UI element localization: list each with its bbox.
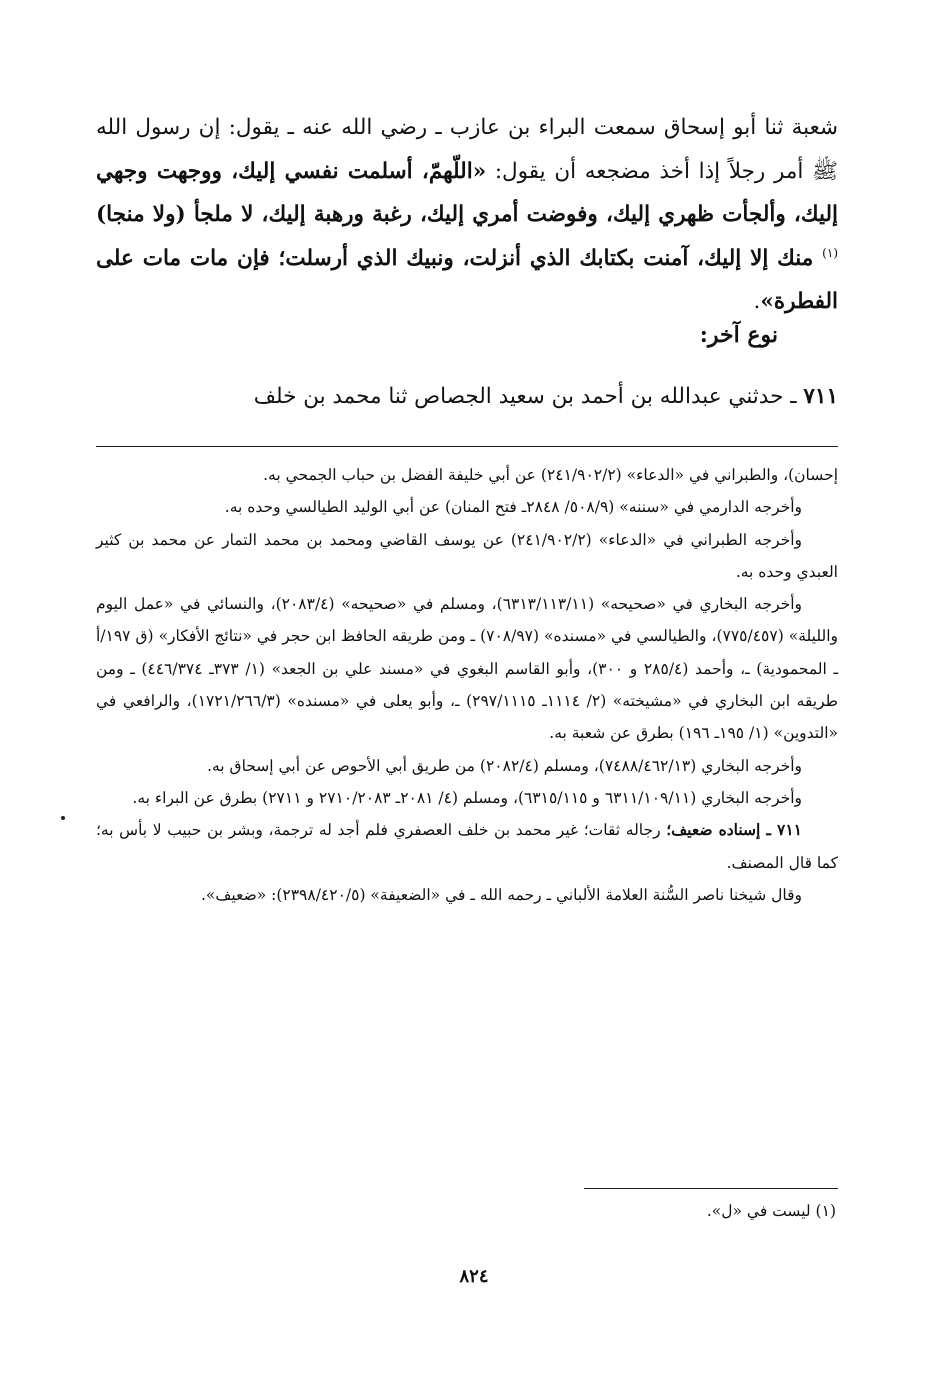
prayer-text-a: «اللّهمّ، أسلمت نفسي إليك، ووجهت وجهي إليك، وألجأت ظهري إليك، وفوضت أمري إليك، رغبة ورهبة إليك، لا ملجأ (ولا منجا)	[96, 158, 838, 227]
note-grade: ـ إسناده ضعيف؛	[666, 820, 778, 840]
note-paragraph: وأخرجه الطبراني في «الدعاء» (٢٤١/٩٠٢/٢) عن يوسف القاضي ومحمد بن محمد التمار عن محمد بن كثير العبدي وحده به.	[96, 530, 838, 581]
hadith-line	[96, 377, 838, 417]
footnote: (١) ليست في «ل».	[706, 1202, 836, 1220]
main-text-end: .	[753, 289, 761, 314]
main-text-intro: شعبة ثنا أبو إسحاق سمعت البراء بن عازب ـ رضي الله عنه ـ يقول: إن رسول الله ﷺ أمر رجلاً إذا أخذ مضجعه أن يقول:	[96, 115, 838, 184]
note-paragraph: إحسان)، والطبراني في «الدعاء» (٢٤١/٩٠٢/٢) عن أبي خليفة الفضل بن حباب الجمحي به.	[263, 466, 838, 484]
note-paragraph: وأخرجه الدارمي في «سننه» (٥٠٨/٩/ ٢٨٤٨ـ فتح المنان) عن أبي الوليد الطيالسي وحده به.	[224, 498, 802, 517]
note-grade-detail: رجاله ثقات؛ غير محمد بن خلف العصفري فلم أجد له ترجمة، وبشر بن حبيب لا بأس به؛ كما قال المصنف.	[96, 821, 838, 872]
footnote-divider	[584, 1188, 838, 1189]
notes-section	[96, 459, 838, 911]
note-paragraph: وأخرجه البخاري (٧٤٨٨/٤٦٢/١٣)، ومسلم (٢٠٨٢/٤) من طريق أبي الأحوص عن أبي إسحاق به.	[207, 756, 802, 775]
note-paragraph: وأخرجه البخاري في «صحيحه» (٦٣١٣/١١٣/١١)، ومسلم في «صحيحه» (٢٠٨٣/٤)، والنسائي في «عمل اليوم والليلة» (٧٧٥/٤٥٧)، والطيالسي في «مسنده» (٧٠٨/٩٧) ـ ومن طريقه الحافظ ابن حجر في «نتائج الأفكار» (ق ١٩٧/أ ـ المحمودية) ـ، وأحمد (٢٨٥/٤ و ٣٠٠)، وأبو القاسم البغوي في «مسند علي بن الجعد» (١/ ٣٧٣ـ ٤٤٦/٣٧٤) ـ ومن طريقه ابن البخاري في «مشيخته» (٢/ ١١١٤ـ ٢٩٧/١١١٥) ـ، وأبو يعلى في «مسنده» (١٧٢١/٢٦٦/٣)، والرافعي في «التدوين» (١/ ١٩٥ـ ١٩٦) بطرق عن شعبة به.	[96, 595, 839, 743]
note-paragraph-isnad	[96, 814, 838, 879]
page-number: ٨٢٤	[459, 1266, 489, 1287]
note-paragraph: وأخرجه البخاري (٦٣١١/١٠٩/١١ و ٦٣١٥/١١٥)، ومسلم (٤/ ٢٠٨١ـ ٢٧١٠/٢٠٨٣ و ٢٧١١) بطرق عن البراء به.	[132, 788, 802, 807]
note-hadith-number: ٧١١	[777, 820, 802, 840]
prayer-text-b: منك إلا إليك، آمنت بكتابك الذي أنزلت، ونبيك الذي أرسلت؛ فإن مات مات على الفطرة»	[96, 245, 838, 314]
main-text	[96, 106, 838, 324]
hadith-text: ـ حدثني عبدالله بن أحمد بن سعيد الجصاص ثنا محمد بن خلف	[253, 384, 804, 409]
footnote-ref: (١)	[822, 245, 838, 260]
note-paragraph: وقال شيخنا ناصر السُّنة العلامة الألباني ـ رحمه الله ـ في «الضعيفة» (٢٣٩٨/٤٢٠/٥): «ضعيف».	[200, 885, 802, 904]
subheading: نوع آخر:	[699, 322, 778, 348]
main-paragraph	[96, 106, 838, 324]
notes-divider	[96, 446, 838, 447]
hadith-number: ٧١١	[803, 384, 838, 409]
margin-mark	[61, 816, 65, 820]
